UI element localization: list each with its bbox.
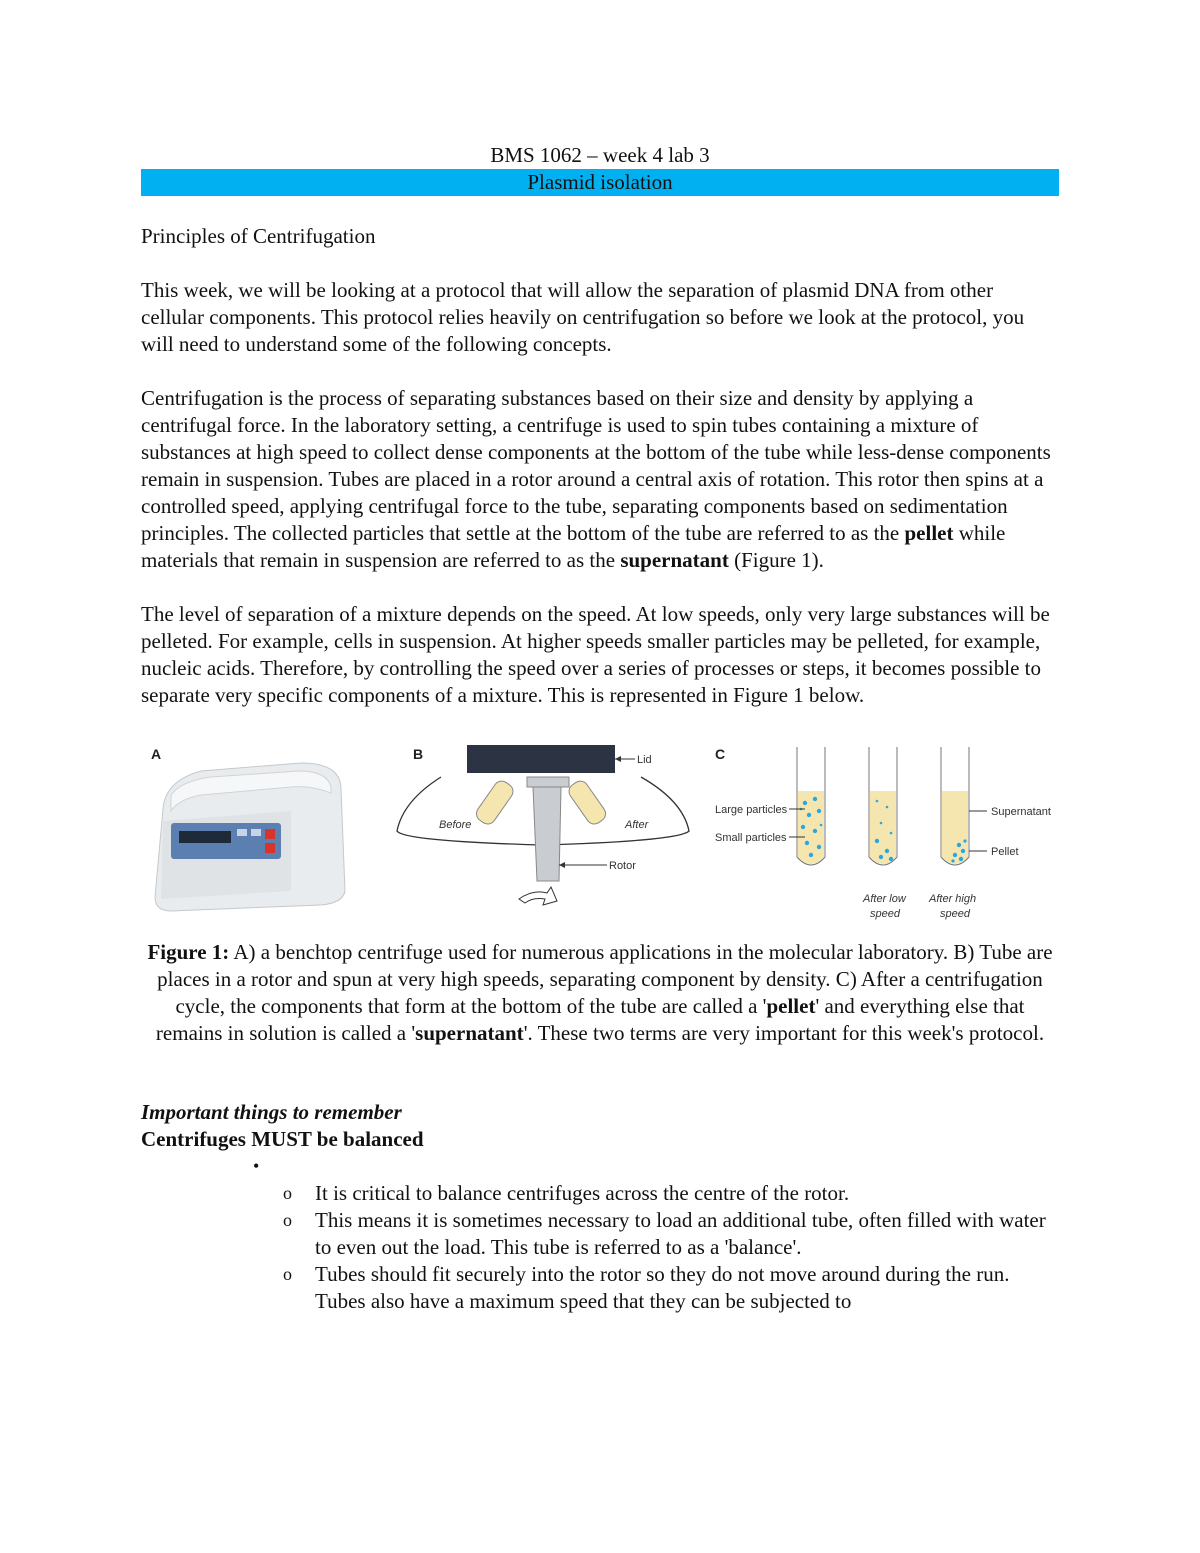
figure-1-illustration (141, 741, 1059, 937)
term-supernatant: supernatant (620, 548, 729, 572)
para2-text-c: (Figure 1). (728, 548, 824, 572)
panel-a-letter: A (151, 746, 162, 762)
label-after-low-2: speed (870, 908, 900, 920)
paragraph-intro: This week, we will be looking at a protocol that will allow the separation of plasmid DNA from other cellular components. This protocol relies heavily on centrifugation so before we look at the protocol, you will need to understand some of the following concepts. (141, 278, 1025, 356)
figure-1 (141, 741, 1059, 937)
important-title: Important things to remember (141, 1100, 402, 1124)
label-after-high-2: speed (940, 908, 970, 920)
list-item (283, 1207, 1059, 1261)
sub-item-text: It is critical to balance centrifuges across the centre of the rotor. (315, 1181, 850, 1205)
caption-text-b: ' and everything else that remains in solution is called a ' (155, 994, 1025, 1045)
paragraph-centrifugation (141, 385, 1059, 574)
caption-text-c: '. These two terms are very important for this week's protocol. (523, 1021, 1045, 1045)
list-item (283, 1261, 1059, 1315)
sub-marker: o (283, 1264, 292, 1284)
label-lid: Lid (637, 754, 652, 766)
para2-text-a: Centrifugation is the process of separating substances based on their size and density by applying a centrifugal force. In the laboratory setting, a centrifuge is used to spin tubes containing a mixture of substances at high speed to collect dense components at the bottom of the tube while less-dense components remain in suspension. Tubes are placed in a rotor around a central axis of rotation. This rotor then spins at a controlled speed, applying centrifugal force to the tube, separating components based on sedimentation principles. The collected particles that settle at the bottom of the tube are referred to as the (141, 386, 1051, 545)
caption-label: Figure 1: (147, 940, 230, 964)
label-small-particles: Small particles (715, 832, 787, 844)
sub-item-text: This means it is sometimes necessary to load an additional tube, often filled with water to even out the load. This tube is referred to as a 'balance'. (315, 1208, 1046, 1259)
para2-text-b: while materials that remain in suspension are referred to as the (141, 521, 1006, 572)
bullet-marker: • (253, 1156, 260, 1176)
paragraph-speed: The level of separation of a mixture depends on the speed. At low speeds, only very large substances will be pelleted. For example, cells in suspension. At higher speeds smaller particles may be pelleted, for example, nucleic acids. Therefore, by controlling the speed over a series of processes or steps, it becomes possible to separate very specific components of a mixture. This is represented in Figure 1 below. (141, 602, 1050, 707)
label-after-low-1: After low (863, 893, 906, 905)
label-supernatant: Supernatant (991, 806, 1051, 818)
label-large-particles: Large particles (715, 804, 788, 816)
term-pellet: pellet (904, 521, 954, 545)
caption-text-a: A) a benchtop centrifuge used for numerous applications in the molecular laboratory. B) Tube are places in a rotor and spun at very high speeds, separating component by density. C) After a centrifugation cycle, the components that form at the bottom of the tube are called a ' (157, 940, 1053, 1018)
panel-b-letter: B (413, 746, 424, 762)
balance-list (141, 1153, 1059, 1315)
list-item (253, 1153, 1059, 1180)
doc-banner: Plasmid isolation (141, 169, 1059, 196)
tubes-illustration (789, 747, 987, 865)
document-content (141, 142, 1059, 1315)
figure-caption (141, 939, 1059, 1047)
centrifuge-illustration (155, 763, 345, 911)
sub-marker: o (283, 1210, 292, 1230)
caption-term-pellet: pellet (766, 994, 816, 1018)
sub-item (283, 1180, 1059, 1207)
label-pellet: Pellet (991, 846, 1019, 858)
section-heading: Principles of Centrifugation (141, 224, 376, 248)
doc-title: BMS 1062 – week 4 lab 3 (490, 143, 710, 167)
list-item (283, 1180, 1059, 1207)
label-rotor: Rotor (609, 860, 636, 872)
balanced-title: Centrifuges MUST be balanced (141, 1127, 424, 1151)
panel-c-letter: C (715, 746, 726, 762)
caption-term-supernatant: supernatant (415, 1021, 524, 1045)
label-after-high-1: After high (929, 893, 977, 905)
label-after: After (625, 819, 649, 831)
sub-item (283, 1207, 1059, 1261)
sub-item (283, 1261, 1059, 1315)
sub-item-text: Tubes should fit securely into the rotor so they do not move around during the run. Tubes also have a maximum speed that they can be subjected to (315, 1262, 1010, 1313)
sub-marker: o (283, 1183, 292, 1203)
label-before: Before (439, 819, 472, 831)
